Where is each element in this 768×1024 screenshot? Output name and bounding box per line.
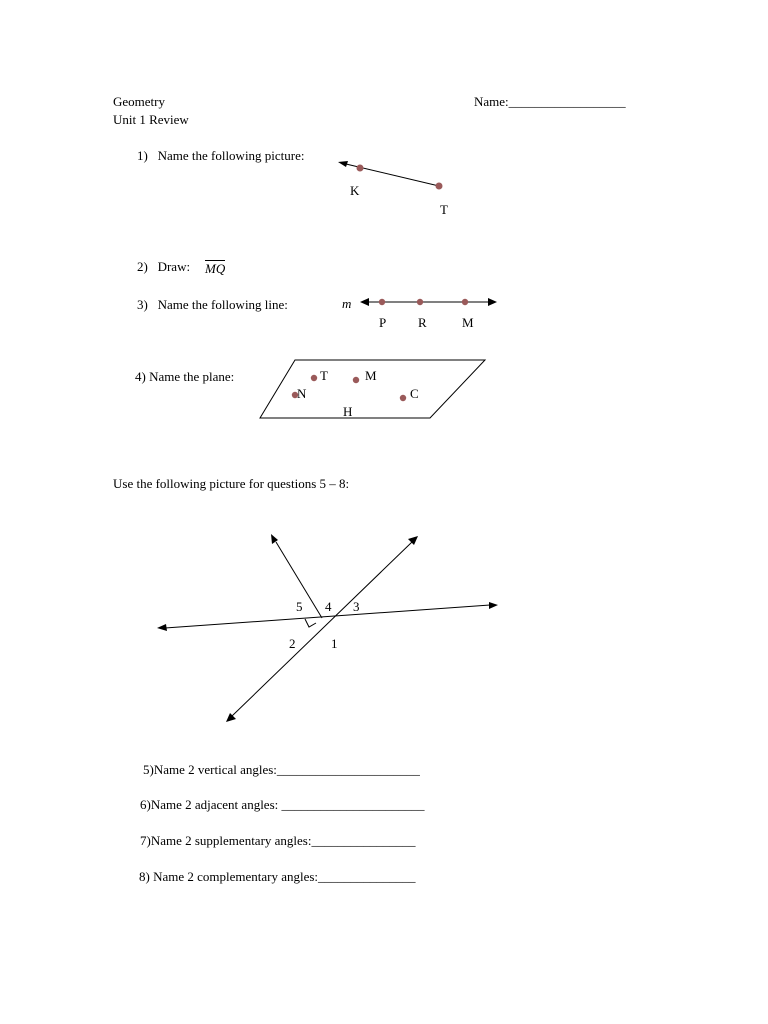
label-c: C: [410, 386, 419, 401]
question-1: 1) Name the following picture:: [137, 148, 305, 163]
label-t: T: [440, 202, 448, 217]
question-6[interactable]: 6)Name 2 adjacent angles: ______________________: [140, 797, 425, 812]
label-m: M: [365, 368, 377, 383]
line-name-m: m: [342, 296, 352, 311]
angle-label-5: 5: [296, 599, 303, 614]
label-p: P: [379, 315, 387, 330]
label-k: K: [350, 183, 360, 198]
question-3: 3) Name the following line:: [137, 297, 288, 312]
question-4: 4) Name the plane:: [135, 369, 235, 384]
angle-label-1: 1: [331, 636, 338, 651]
angle-label-4: 4: [325, 599, 332, 614]
angle-label-2: 2: [289, 636, 296, 651]
question-5[interactable]: 5)Name 2 vertical angles:______________________: [143, 762, 420, 777]
label-m: M: [462, 315, 474, 330]
unit-title: Unit 1 Review: [113, 112, 189, 127]
name-field[interactable]: Name:__________________: [474, 94, 626, 109]
question-8[interactable]: 8) Name 2 complementary angles:_______________: [139, 869, 416, 884]
label-r: R: [418, 315, 427, 330]
label-n: N: [297, 386, 307, 401]
course-title: Geometry: [113, 94, 165, 109]
question-7[interactable]: 7)Name 2 supplementary angles:________________: [140, 833, 416, 848]
questions-5-8-intro: Use the following picture for questions 5 – 8:: [113, 476, 350, 491]
segment-mq: MQ: [205, 261, 226, 276]
angle-label-3: 3: [353, 599, 360, 614]
label-h: H: [343, 404, 353, 419]
label-t: T: [320, 368, 328, 383]
question-2: 2) Draw:: [137, 259, 191, 274]
